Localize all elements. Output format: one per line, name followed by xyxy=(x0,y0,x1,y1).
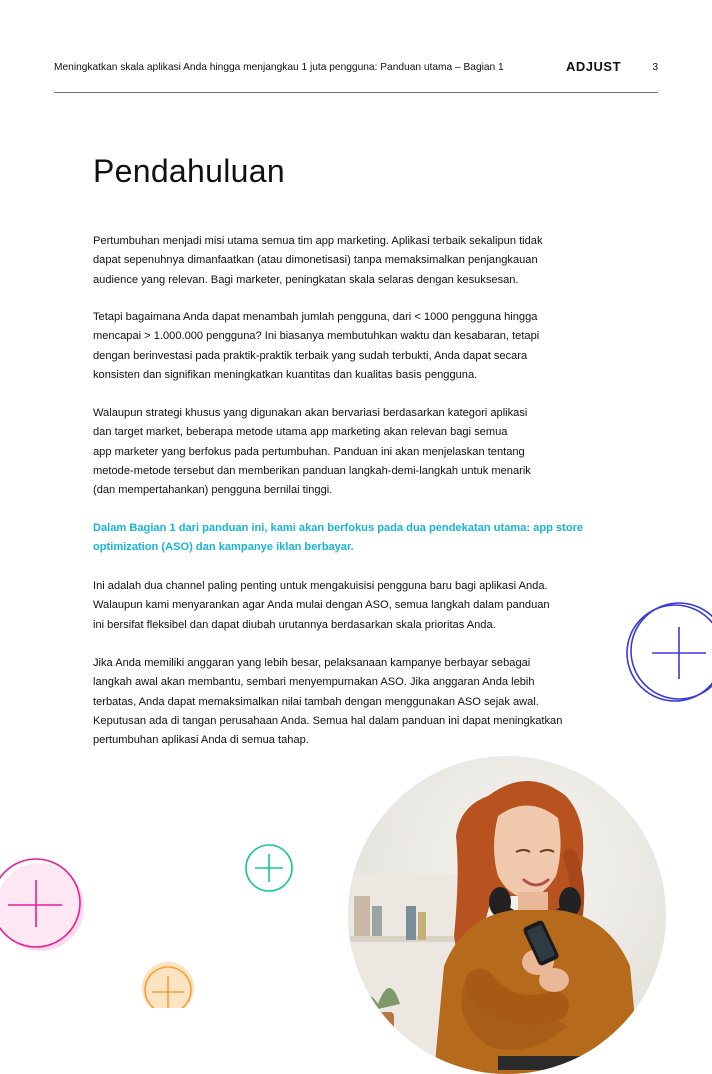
blue-plus-circle-icon xyxy=(620,600,712,704)
paragraph-intro: Pertumbuhan menjadi misi utama semua tim app marketing. Aplikasi terbaik sekalipun tidak dapat sepenuhnya dimanfaatkan (atau dimonetisasi) tanpa memaksimalkan penjangkauan audience yang relevan. Bagi marketer, peningkatan skala selaras dengan kesuksesan. xyxy=(93,235,543,286)
woman-with-phone-photo xyxy=(348,756,666,1074)
paragraph-growth: Tetapi bagaimana Anda dapat menambah jumlah pengguna, dari < 1000 pengguna hingga mencapai > 1.000.000 pengguna? Ini biasanya membutuhkan waktu dan kesabaran, tetapi dengan berinvestasi pada praktik-praktik terbaik yang sudah terbukti, Anda dapat secara konsisten dan signifikan meningkatkan kuantitas dan kualitas basis pengguna. xyxy=(93,311,540,381)
pink-plus-circle-icon xyxy=(0,855,96,955)
paragraph-strategy: Walaupun strategi khusus yang digunakan akan bervariasi berdasarkan kategori aplikasi dan target market, beberapa metode utama app marketing akan relevan bagi semua app marketer yang berfokus pada pertumbuhan. Panduan ini akan menjelaskan tentang metode-metode tersebut dan memberikan panduan langkah-demi-langkah untuk menarik (dan mempertahankan) pengguna bernilai tinggi. xyxy=(93,407,531,497)
paragraph-channels: Ini adalah dua channel paling penting untuk mengakuisisi pengguna baru bagi aplikasi Anda. Walaupun kami menyarankan agar Anda mulai dengan ASO, semua langkah dalam panduan ini bersifat fleksibel dan dapat diubah urutannya berdasarkan skala prioritas Anda. xyxy=(93,580,550,631)
page-header xyxy=(54,58,658,93)
header-title: Meningkatkan skala aplikasi Anda hingga menjangkau 1 juta pengguna: Panduan utama – Bagian 1 xyxy=(54,62,504,73)
adjust-logo: ADJUST xyxy=(566,59,622,74)
paragraph-highlight: Dalam Bagian 1 dari panduan ini, kami akan berfokus pada dua pendekatan utama: app store optimization (ASO) dan kampanye iklan berbayar. xyxy=(93,522,584,554)
page-number: 3 xyxy=(652,62,658,73)
orange-plus-circle-icon xyxy=(138,958,198,1008)
section-heading: Pendahuluan xyxy=(93,153,285,189)
green-plus-circle-icon xyxy=(243,842,295,894)
paragraph-budget: Jika Anda memiliki anggaran yang lebih besar, pelaksanaan kampanye berbayar sebagai langkah awal akan membantu, sembari menyempurnakan ASO. Jika anggaran Anda lebih terbatas, Anda dapat memaksimalkan nilai tambah dengan menggunakan ASO sejak awal. Keputusan ada di tangan perusahaan Anda. Semua hal dalam panduan ini dapat meningkatkan pertumbuhan aplikasi Anda di semua tahap. xyxy=(93,657,563,747)
